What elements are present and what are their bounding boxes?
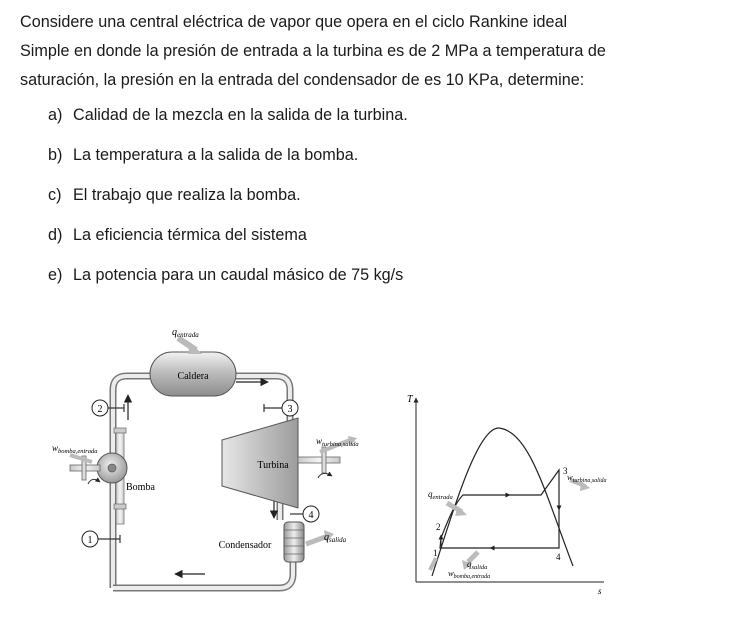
state-1-label: 1 — [87, 535, 93, 546]
boiler — [150, 352, 236, 396]
q-out-label: $q_{salida}$ — [324, 532, 347, 544]
state-2-label: 2 — [97, 404, 103, 415]
question-text: El trabajo que realiza la bomba. — [73, 186, 301, 204]
w-turbine-label: $w_{turbina,salida}$ — [316, 436, 359, 448]
ts-q-out-label: $q_{salida}$ — [467, 559, 488, 571]
turbine-label: Turbina — [257, 460, 289, 471]
ts-w-pump-label: $w_{bomba,entrada}$ — [448, 568, 491, 580]
ts-state-4: 4 — [556, 552, 561, 562]
boiler-label: Caldera — [177, 371, 209, 382]
ts-state-3: 3 — [563, 466, 568, 476]
question-label: a) — [48, 106, 63, 124]
ts-state-2: 2 — [436, 522, 441, 532]
question-label: b) — [48, 146, 63, 164]
problem-line: saturación, la presión en la entrada del condensador de es 10 KPa, determine: — [20, 71, 585, 89]
rankine-schematic — [52, 327, 359, 588]
problem-line: Simple en donde la presión de entrada a la turbina es de 2 MPa a temperatura de — [20, 42, 606, 60]
ts-diagram — [407, 394, 607, 596]
question-label: d) — [48, 226, 63, 244]
condenser — [219, 522, 334, 562]
condenser-label: Condensador — [218, 540, 272, 551]
problem-line: Considere una central eléctrica de vapor que opera en el ciclo Rankine ideal — [20, 13, 568, 31]
state-3-label: 3 — [287, 404, 293, 415]
question-text: La eficiencia térmica del sistema — [73, 226, 307, 244]
question-label: c) — [48, 186, 62, 204]
saturation-dome — [432, 428, 573, 576]
turbine — [222, 418, 357, 508]
q-in-label: $q_{entrada}$ — [172, 327, 199, 339]
question-text: Calidad de la mezcla en la salida de la turbina. — [73, 106, 408, 124]
t-axis-label: T — [407, 394, 413, 405]
pump-label: Bomba — [126, 482, 155, 493]
w-pump-label: $w_{bomba,entrada}$ — [52, 443, 98, 455]
ts-q-in-label: $q_{entrada}$ — [428, 489, 453, 501]
question-text: La temperatura a la salida de la bomba. — [73, 146, 359, 164]
s-axis-label: s — [598, 586, 602, 596]
ts-w-turbine-label: $w_{turbina,salida}$ — [567, 472, 607, 484]
state-4-label: 4 — [308, 510, 314, 521]
ts-state-1: 1 — [433, 548, 438, 558]
question-text: La potencia para un caudal másico de 75 kg/s — [73, 266, 404, 284]
question-label: e) — [48, 266, 63, 284]
